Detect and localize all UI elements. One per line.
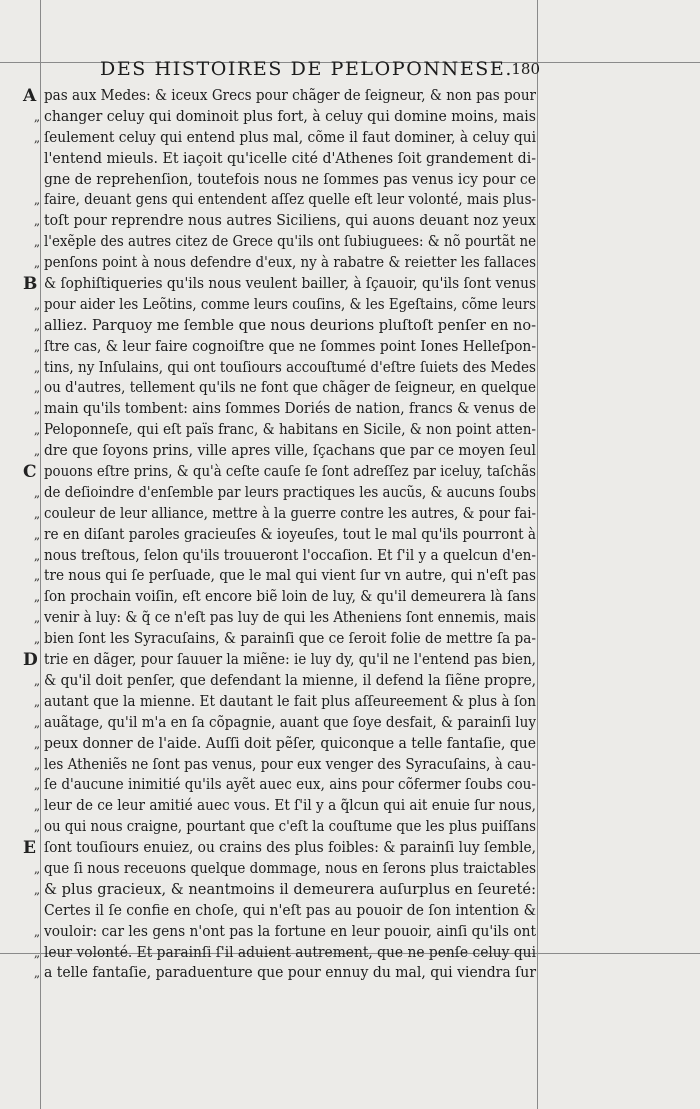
text-line [33,253,536,274]
text-line [33,880,536,901]
margin-quote-mark: „ [33,924,41,939]
margin-section-letter: D [23,650,38,671]
text-line [23,274,536,295]
line-text: ſont touſiours enuiez, ou crains des plus foibles: & parainſi luy ſemble, [44,839,536,857]
margin-quote-mark: „ [33,235,41,250]
text-line [33,295,536,316]
text-line [33,358,536,379]
line-text: & plus gracieux, & neantmoins il demeurera auſurplus en ſeureté: [44,880,536,898]
line-text: dre que ſoyons prins, ville apres ville, ſçachans que par ce moyen ſeul [44,442,536,460]
text-line [33,420,536,441]
text-line [33,128,536,149]
line-text: a telle fantaſie, paraduenture que pour ennuy du mal, qui viendra ſur [44,964,536,982]
text-line [33,817,536,838]
text-line [33,943,536,964]
text-line [33,378,536,399]
text-line [33,692,536,713]
margin-quote-mark: „ [33,590,41,605]
text-line [33,713,536,734]
text-line [23,86,536,107]
text-line [33,190,536,211]
margin-section-letter: A [23,86,37,106]
margin-quote-mark: „ [33,736,41,751]
text-line [33,232,536,253]
line-text: toſt pour reprendre nous autres Siciliens, qui auons deuant noz yeux [44,212,536,230]
body-text [23,86,536,984]
margin-quote-mark: „ [33,548,41,563]
line-text: faire, deuant gens qui entendent aſſez quelle eſt leur volonté, mais plus- [44,191,536,209]
text-line [23,838,536,859]
text-line [33,399,536,420]
margin-quote-mark: „ [33,778,41,793]
text-line [33,734,536,755]
line-text: les Atheniẽs ne ſont pas venus, pour eux venger des Syracuſains, à cau- [44,755,536,773]
text-line [33,608,536,629]
text-line [33,671,536,692]
margin-quote-mark: „ [33,611,41,626]
margin-section-letter: C [23,462,37,483]
line-text: Peloponneſe, qui eſt païs franc, & habitans en Sicile, & non point atten- [44,421,536,439]
margin-quote-mark: „ [33,444,41,459]
margin-quote-mark: „ [33,757,41,772]
margin-quote-mark: „ [33,799,41,814]
line-text: leur de ce leur amitié auec vous. Et ſ'il y a q̃lcun qui ait enuie ſur nous, [44,797,536,815]
line-text: penſons point à nous defendre d'eux, ny à rabatre & reietter les fallaces [44,254,536,272]
text-line [33,775,536,796]
text-line [33,566,536,587]
line-text: auãtage, qu'il m'a en ſa cõpagnie, auant que ſoye desfait, & parainſi luy [44,713,536,731]
line-text: nous treſtous, ſelon qu'ils trouueront l'occaſion. Et ſ'il y a quelcun d'en- [44,546,536,564]
text-line [33,107,536,128]
line-text: re en diſant paroles gracieuſes & ioyeuſes, tout le mal qu'ils pourront à [44,525,536,543]
margin-quote-mark: „ [33,214,41,229]
line-text: pouons eſtre prins, & qu'à ceſte cauſe ſe ſont adreſſez par iceluy, taſchãs [44,463,536,481]
line-text: l'entend mieuls. Et iaçoit qu'icelle cité d'Athenes ſoit grandement di- [44,149,536,167]
margin-quote-mark: „ [33,527,41,542]
margin-quote-mark: „ [33,966,41,981]
text-line [23,462,536,483]
text-line [23,650,536,671]
margin-quote-mark: „ [33,820,41,835]
text-line [33,922,536,943]
margin-quote-mark: „ [33,694,41,709]
margin-quote-mark: „ [33,882,41,897]
margin-quote-mark: „ [33,256,41,271]
margin-quote-mark: „ [33,423,41,438]
line-text: ſon prochain voiſin, eſt encore biẽ loin de luy, & qu'il demeurera là ſans [44,588,536,606]
margin-quote-mark: „ [33,673,41,688]
margin-quote-mark: „ [33,402,41,417]
margin-quote-mark: „ [33,632,41,647]
line-text: ſtre cas, & leur faire cognoiſtre que ne ſommes point Iones Helleſpon- [44,337,536,355]
line-text: ou d'autres, tellement qu'ils ne font que chãger de ſeigneur, en quelque [44,379,536,397]
running-head [100,54,540,80]
line-text: gne de reprehenſion, toutefois nous ne ſommes pas venus icy pour ce [44,170,536,188]
text-line [33,504,536,525]
margin-quote-mark: „ [33,569,41,584]
text-line [44,901,536,922]
text-line [33,337,536,358]
text-line [33,546,536,567]
line-text: leur volonté. Et parainſi ſ'il aduient autrement, que ne penſe celuy qui [44,943,536,961]
text-line [33,587,536,608]
margin-section-letter: B [23,274,38,295]
line-text: & ſophiſtiqueries qu'ils nous veulent bailler, à ſçauoir, qu'ils ſont venus [44,275,536,293]
line-text: ſeulement celuy qui entend plus mal, cõme il faut dominer, à celuy qui [44,128,536,146]
margin-quote-mark: „ [33,130,41,145]
line-text: pas aux Medes: & iceux Grecs pour chãger de ſeigneur, & non pas pour [44,87,536,104]
margin-quote-mark: „ [33,339,41,354]
margin-quote-mark: „ [33,506,41,521]
text-line [33,796,536,817]
line-text: & qu'il doit penſer, que defendant la mienne, il defend la ſiẽne propre, [44,671,536,689]
margin-quote-mark: „ [33,861,41,876]
line-text: l'exẽple des autres citez de Grece qu'ils ont ſubiuguees: & nõ pourtãt ne [44,233,536,251]
line-text: ſe d'aucune inimitié qu'ils ayẽt auec eux, ains pour cõfermer ſoubs cou- [44,776,536,794]
text-line [33,211,536,232]
line-text: Certes il ſe confie en choſe, qui n'eſt pas au pouoir de ſon intention & [44,901,536,919]
line-text: bien ſont les Syracuſains, & parainſi que ce ſeroit folie de mettre ſa pa- [44,630,536,648]
margin-quote-mark: „ [33,485,41,500]
line-text: changer celuy qui dominoit plus fort, à celuy qui domine moins, mais [44,107,536,125]
running-head-title: DES HISTOIRES DE PELOPONNESE. [100,58,514,80]
right-frame-rule [537,0,538,1109]
line-text: de deſioindre d'enſemble par leurs practiques les aucũs, & aucuns ſoubs [44,483,536,501]
text-line [33,525,536,546]
margin-quote-mark: „ [33,193,41,208]
line-text: couleur de leur alliance, mettre à la guerre contre les autres, & pour fai- [44,504,536,522]
text-line [33,963,536,984]
margin-quote-mark: „ [33,381,41,396]
line-text: vouloir: car les gens n'ont pas la fortune en leur pouoir, ainſi qu'ils ont [44,922,536,940]
margin-quote-mark: „ [33,318,41,333]
text-line [44,170,536,191]
margin-quote-mark: „ [33,109,41,124]
margin-quote-mark: „ [33,297,41,312]
text-line [33,859,536,880]
line-text: que ſi nous receuons quelque dommage, nous en ſerons plus traictables [44,859,536,877]
margin-quote-mark: „ [33,945,41,960]
margin-quote-mark: „ [33,715,41,730]
text-line [44,149,536,170]
line-text: pour aider les Leõtins, comme leurs couſins, & les Egeſtains, cõme leurs [44,295,536,313]
line-text: autant que la mienne. Et dautant le fait plus aſſeureement & plus à ſon [44,692,536,710]
line-text: alliez. Parquoy me ſemble que nous deurions pluſtoſt penſer en no- [44,316,536,334]
line-text: tins, ny Inſulains, qui ont touſiours accouſtumé d'eſtre ſuiets des Medes [44,358,536,376]
margin-quote-mark: „ [33,360,41,375]
text-line [33,441,536,462]
text-line [33,755,536,776]
text-line [33,629,536,650]
margin-section-letter: E [23,838,36,859]
line-text: peux donner de l'aide. Auſſi doit pẽſer, quiconque a telle fantaſie, que [44,734,536,752]
line-text: tre nous qui ſe perſuade, que le mal qui vient ſur vn autre, qui n'eſt pas [44,567,536,585]
page-number: 180 [511,60,540,78]
line-text: main qu'ils tombent: ains ſommes Doriés de nation, francs & venus de [44,400,536,418]
text-line [33,483,536,504]
text-line [33,316,536,337]
line-text: trie en dãger, pour ſauuer la miẽne: ie luy dy, qu'il ne l'entend pas bien, [44,651,536,669]
line-text: venir à luy: & q̃ ce n'eſt pas luy de qui les Atheniens ſont ennemis, mais [44,609,536,627]
line-text: ou qui nous craigne, pourtant que c'eſt la couſtume que les plus puiſſans [44,818,536,836]
